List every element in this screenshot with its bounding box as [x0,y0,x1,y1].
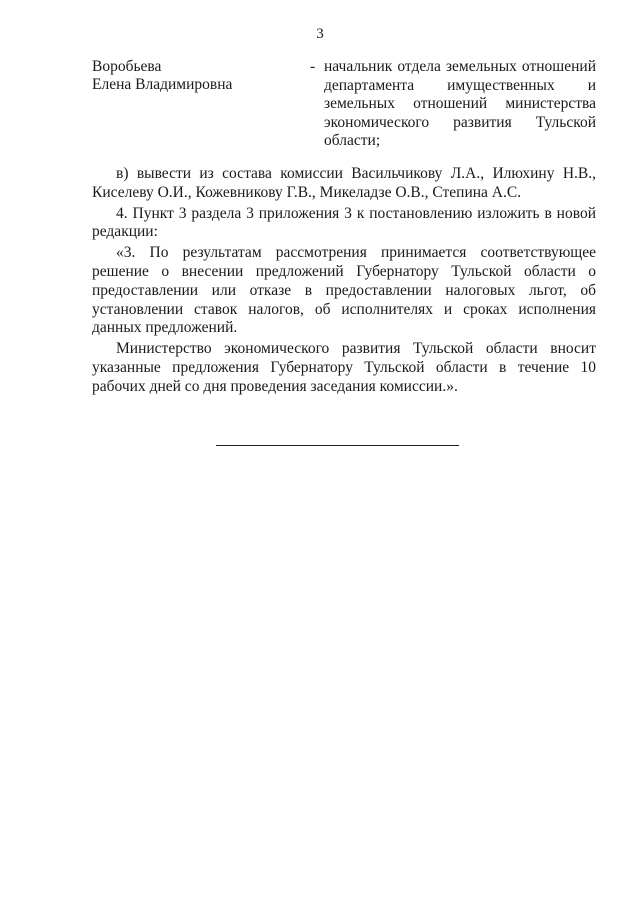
member-surname: Воробьева [92,58,162,75]
member-given-names: Елена Владимировна [92,76,233,93]
document-body [92,165,596,399]
paragraph-remove-members: в) вывести из состава комиссии Васильчикову Л.А., Илюхину Н.В., Киселеву О.И., Кожевникову Г.В., Микеладзе О.В., Степина А.С. [92,165,596,201]
paragraph-ministry: Министерство экономического развития Тульской области вносит указанные предложения Губернатору Тульской области в течение 10 рабочих дней со дня проведения заседания комиссии.». [92,340,596,395]
member-name [92,58,302,94]
member-position: начальник отдела земельных отношений департамента имущественных и земельных отношений министерства экономического развития Тульской области; [324,58,596,149]
paragraph-quoted-clause-3: «3. По результатам рассмотрения принимается соответствующее решение о внесении предложений Губернатору Тульской области о предоставлении или отказе в предоставлении налоговых льгот, об установлении ставок налогов, об исполнителях и сроках исполнения данных предложений. [92,244,596,337]
page-number: 3 [316,26,324,42]
end-of-text-rule [216,445,459,446]
member-dash: - [310,58,316,75]
paragraph-item-4: 4. Пункт 3 раздела 3 приложения 3 к постановлению изложить в новой редакции: [92,204,596,241]
